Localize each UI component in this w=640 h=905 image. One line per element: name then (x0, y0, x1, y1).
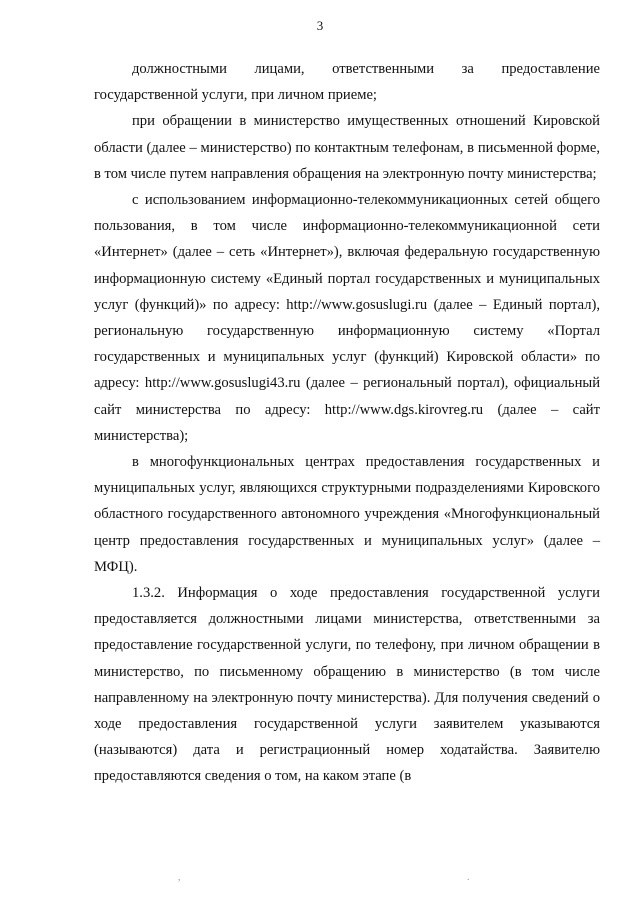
paragraph-mfc: в многофункциональных центрах предоставления государственных и муниципальных услуг, являющихся структурными подразделениями Кировского областного государственного автономного учреждения «Многофункциональный центр предоставления государственных и муниципальных услуг» (далее – МФЦ). (94, 454, 600, 575)
paragraph-1-3-2: 1.3.2. Информация о ходе предоставления государственной услуги предоставляется должностными лицами министерства, ответственными за предоставление государственной услуги, по телефону, при личном обращении в министерство, по письменному обращению в министерство (в том числе направленному на электронную почту министерства). Для получения сведений о ходе предоставления государственной услуги заявителем указываются (называются) дата и регистрационный номер ходатайства. Заявителю предоставляются сведения о том, на каком этапе (в (94, 585, 600, 785)
paragraph-ministry-contact: при обращении в министерство имущественных отношений Кировской области (далее – министерство) по контактным телефонам, в письменной форме, в том числе путем направления обращения на электронную почту министерства; (94, 113, 600, 182)
scan-artifact-mark: . (467, 872, 470, 883)
paragraph-continuation: должностными лицами, ответственными за предоставление государственной услуги, при личном приеме; (94, 61, 600, 104)
paragraph-internet-channels: с использованием информационно-телекоммуникационных сетей общего пользования, в том числе информационно-телекоммуникационной сети «Интернет» (далее – сеть «Интернет»), включая федеральную государственную информационную систему «Единый портал государственных и муниципальных услуг (функций)» по адресу: http://www.gosuslugi.ru (далее – Единый портал), региональную государственную информационную систему «Портал государственных и муниципальных услуг (функций) Кировской области» по адресу: http://www.gosuslugi43.ru (далее – региональный портал), официальный сайт министерства по адресу: http://www.dgs.kirovreg.ru (далее – сайт министерства); (94, 192, 600, 444)
body-text (94, 56, 600, 790)
scan-artifact-mark: , (178, 872, 181, 883)
page-number: 3 (316, 18, 324, 33)
